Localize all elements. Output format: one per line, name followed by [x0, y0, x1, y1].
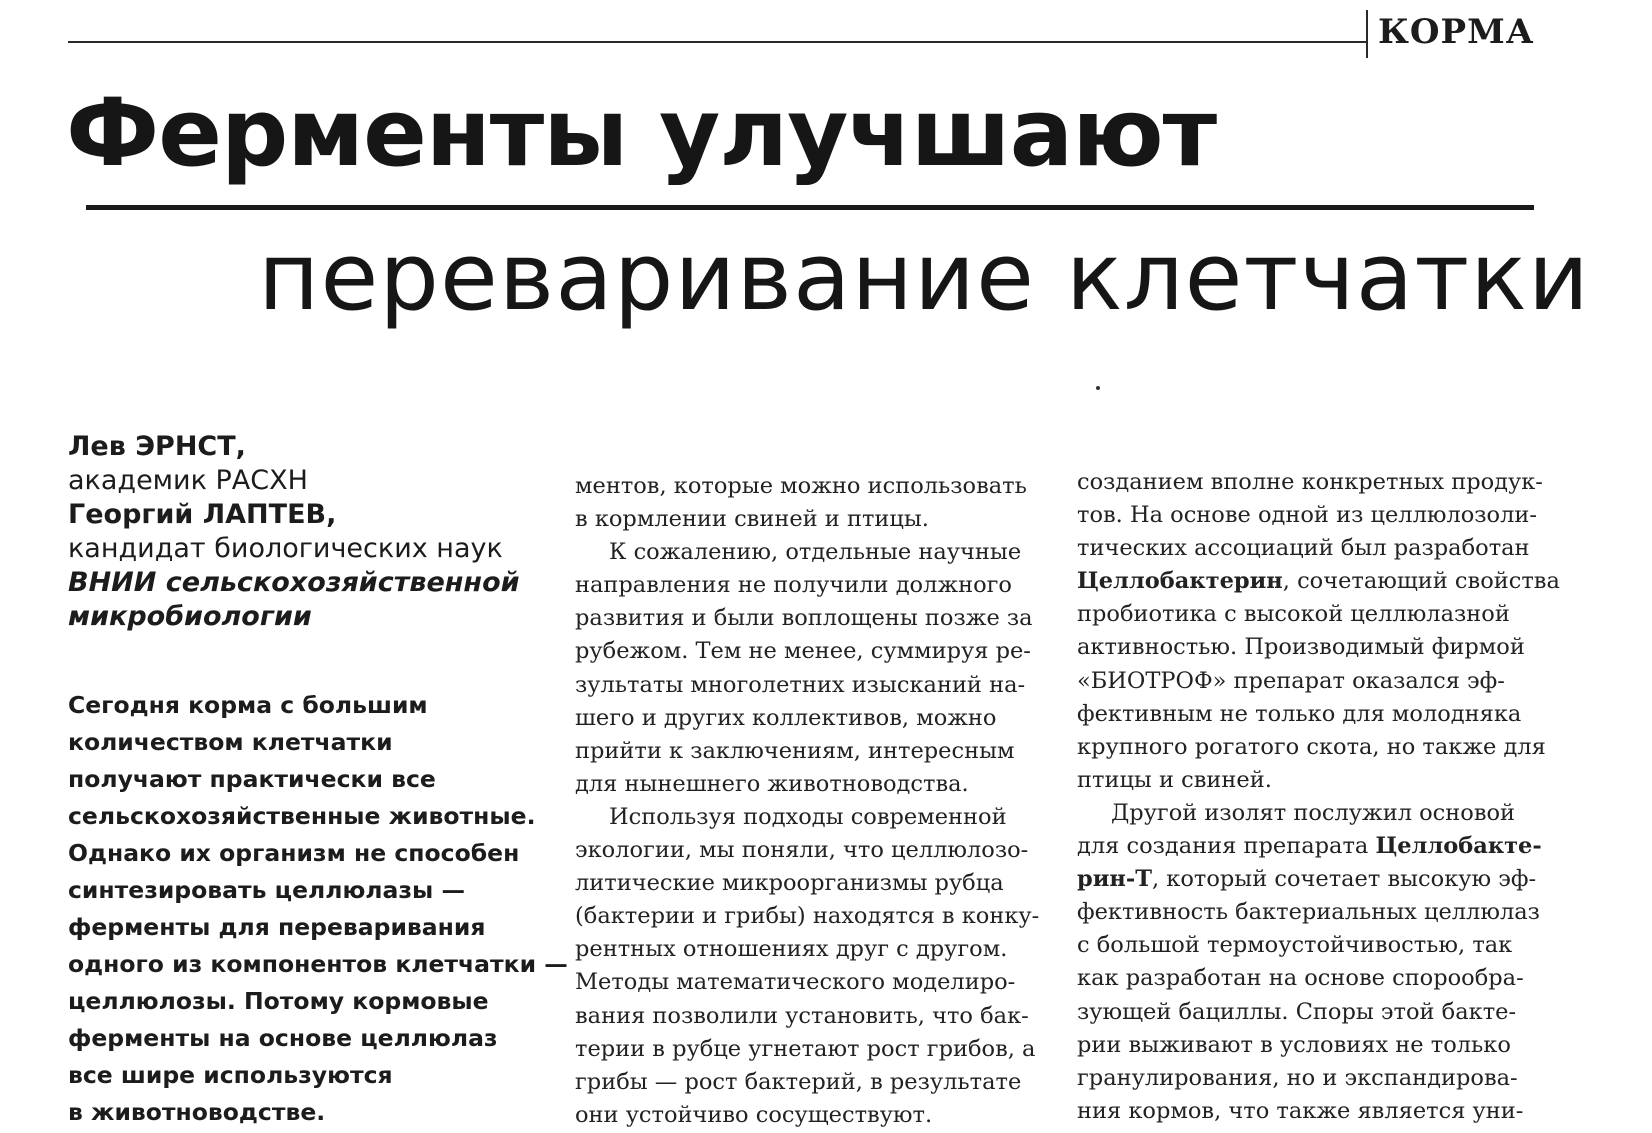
lead-paragraph — [68, 687, 568, 1131]
headline-rule — [86, 205, 1534, 210]
body-line: «БИОТРОФ» препарат оказался эф- — [1077, 667, 1505, 694]
print-speck — [1096, 386, 1100, 390]
body-line: ментов, которые можно использовать — [575, 473, 1027, 499]
body-line: в кормлении свиней и птицы. — [575, 506, 929, 533]
body-text: , который сочетает высокую эф- — [1151, 866, 1537, 893]
body-text: , сочетающий свойства — [1282, 568, 1560, 595]
headline-line-1: Ферменты улучшают — [66, 79, 1217, 188]
body-line: активностью. Производимый фирмой — [1077, 634, 1525, 661]
lead-line: ферменты для переваривания — [68, 913, 486, 941]
body-line: с большой термоустойчивостью, так — [1077, 932, 1513, 959]
body-line: как разработан на основе спорообра- — [1077, 965, 1524, 992]
body-line: экологии, мы поняли, что целлюлозо- — [575, 837, 1029, 864]
product-name: Целлобакте- — [1375, 833, 1542, 860]
lead-line: сельскохозяйственные животные. — [68, 802, 536, 830]
body-line: ния кормов, что также является уни- — [1077, 1097, 1524, 1124]
lead-line: Сегодня корма с большим — [68, 691, 428, 719]
body-line: Методы математического моделиро- — [575, 969, 1016, 996]
body-text: для создания препарата — [1077, 833, 1376, 860]
lead-line: одного из компонентов клетчатки — — [68, 950, 568, 978]
body-line: фективность бактериальных целлюлаз — [1077, 899, 1540, 926]
body-line: крупного рогатого скота, но также для — [1077, 733, 1546, 760]
body-line: направления не получили должного — [575, 572, 1012, 599]
header-rule — [68, 41, 1368, 43]
body-line: тов. На основе одной из целлюлозоли- — [1077, 502, 1537, 529]
author-name-1: Лев ЭРНСТ, — [68, 431, 246, 462]
body-line: (бактерии и грибы) находятся в конку- — [575, 903, 1040, 930]
body-line: они устойчиво сосуществуют. — [575, 1101, 933, 1128]
body-line: литические микроорганизмы рубца — [575, 870, 1004, 897]
body-line: рентных отношениях друг с другом. — [575, 936, 1008, 963]
body-line: шего и других коллективов, можно — [575, 704, 997, 731]
lead-line: ферменты на основе целлюлаз — [68, 1024, 498, 1052]
body-line: зультаты многолетних изысканий на- — [575, 671, 1026, 698]
body-line: терии в рубце угнетают рост грибов, а — [575, 1035, 1036, 1062]
product-name: Целлобактерин — [1077, 568, 1283, 595]
author-organization-line-2: микробиологии — [68, 601, 312, 632]
byline — [68, 430, 568, 634]
body-line: фективным не только для молодняка — [1077, 700, 1522, 727]
body-line: вания позволили установить, что бак- — [575, 1002, 1029, 1029]
product-name: рин-Т — [1077, 866, 1152, 893]
section-label: КОРМА — [1378, 12, 1535, 52]
body-line: развития и были воплощены позже за — [575, 605, 1033, 632]
body-line — [1077, 863, 1537, 896]
author-organization-line-1: ВНИИ сельскохозяйственной — [68, 567, 520, 598]
body-line: Другой изолят послужил основой — [1111, 799, 1516, 826]
body-line — [1077, 565, 1560, 598]
lead-line: все шире используются — [68, 1061, 393, 1089]
lead-line: получают практически все — [68, 765, 436, 793]
body-line: птицы и свиней. — [1077, 766, 1272, 793]
body-column-3 — [1077, 466, 1560, 1128]
header-rule-divider — [1366, 10, 1368, 58]
body-line: грибы — рост бактерий, в результате — [575, 1068, 1022, 1095]
body-line: Используя подходы современной — [609, 803, 1007, 830]
body-line: для нынешнего животноводства. — [575, 770, 969, 797]
body-line: пробиотика с высокой целлюлазной — [1077, 601, 1510, 628]
headline-line-2: переваривание клетчатки — [258, 223, 1591, 332]
author-title-1: академик РАСХН — [68, 465, 308, 496]
author-name-2: Георгий ЛАПТЕВ, — [68, 499, 337, 530]
author-title-2: кандидат биологических наук — [68, 533, 503, 564]
body-line: тических ассоциаций был разработан — [1077, 535, 1530, 562]
body-line: прийти к заключениям, интересным — [575, 737, 1015, 764]
body-column-2 — [575, 470, 1040, 1132]
body-line: рии выживают в условиях не только — [1077, 1031, 1511, 1058]
lead-line: целлюлозы. Потому кормовые — [68, 987, 489, 1015]
lead-line: количеством клетчатки — [68, 728, 393, 756]
body-line: рубежом. Тем не менее, суммируя ре- — [575, 638, 1031, 665]
lead-line: синтезировать целлюлазы — — [68, 876, 465, 904]
body-line: зующей бациллы. Споры этой бакте- — [1077, 998, 1517, 1025]
body-line: созданием вполне конкретных продук- — [1077, 469, 1543, 495]
lead-line: в животноводстве. — [68, 1098, 326, 1126]
body-line: К сожалению, отдельные научные — [609, 539, 1022, 566]
body-line: гранулирования, но и экспандирова- — [1077, 1064, 1518, 1091]
body-line — [1077, 830, 1542, 863]
lead-line: Однако их организм не способен — [68, 839, 520, 867]
